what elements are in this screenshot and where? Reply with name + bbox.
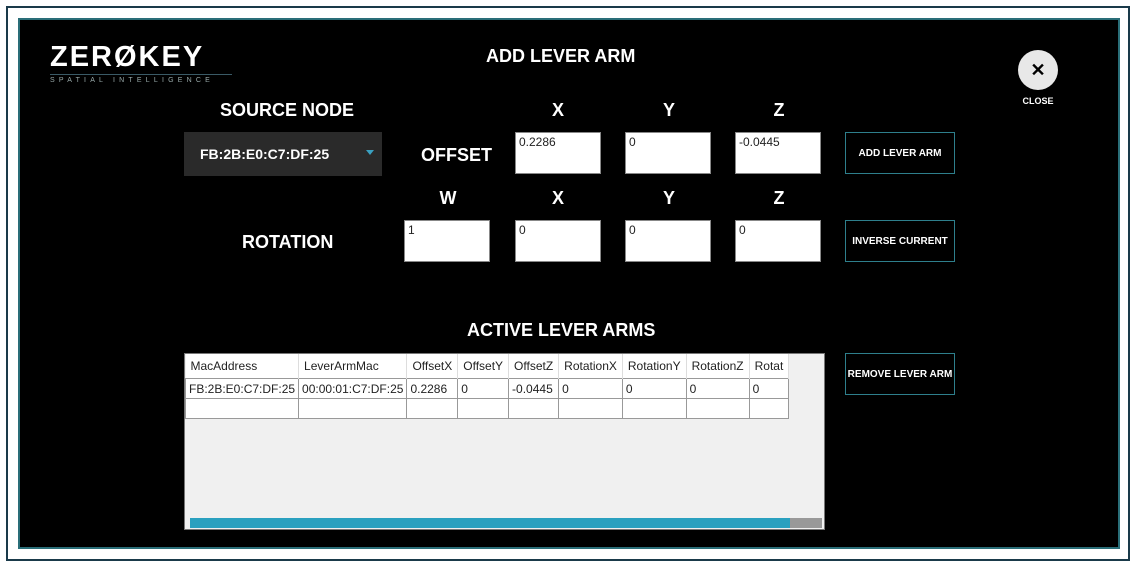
rotation-w-input[interactable]: 1	[404, 220, 490, 262]
table-cell[interactable]: 0	[622, 379, 686, 399]
offset-z-input[interactable]: -0.0445	[735, 132, 821, 174]
source-node-value: FB:2B:E0:C7:DF:25	[200, 146, 330, 162]
logo-divider	[50, 74, 232, 75]
column-header[interactable]: OffsetZ	[509, 354, 559, 379]
column-header[interactable]: RotationX	[559, 354, 623, 379]
offset-label: OFFSET	[421, 145, 492, 165]
column-header[interactable]: MacAddress	[186, 354, 299, 379]
add-lever-arm-button[interactable]: ADD LEVER ARM	[845, 132, 955, 174]
rotation-x-header: X	[551, 188, 564, 208]
dialog-title: ADD LEVER ARM	[486, 46, 636, 66]
offset-y-input[interactable]: 0	[625, 132, 711, 174]
table-cell[interactable]: 0	[749, 379, 789, 399]
table-cell[interactable]	[458, 399, 509, 419]
logo-tagline: SPATIAL INTELLIGENCE	[50, 77, 215, 84]
rotation-x-input[interactable]: 0	[515, 220, 601, 262]
column-header[interactable]: OffsetX	[407, 354, 458, 379]
logo-text: ZERØKEY	[50, 41, 205, 73]
table-cell[interactable]	[686, 399, 749, 419]
table-cell[interactable]: FB:2B:E0:C7:DF:25	[186, 379, 299, 399]
offset-x-input[interactable]: 0.2286	[515, 132, 601, 174]
table-row-new[interactable]	[186, 399, 789, 419]
source-node-label: SOURCE NODE	[220, 100, 355, 120]
table-cell[interactable]	[749, 399, 789, 419]
table-cell[interactable]	[622, 399, 686, 419]
column-header[interactable]: Rotat	[749, 354, 789, 379]
table-cell[interactable]	[299, 399, 407, 419]
offset-z-header: Z	[773, 100, 785, 120]
column-header[interactable]: OffsetY	[458, 354, 509, 379]
close-button[interactable]	[1018, 50, 1058, 90]
add-lever-arm-window	[18, 18, 1120, 549]
offset-x-header: X	[551, 100, 564, 120]
table-cell[interactable]: 0.2286	[407, 379, 458, 399]
table-cell[interactable]	[559, 399, 623, 419]
close-icon: ✕	[1030, 60, 1046, 80]
table-cell[interactable]	[186, 399, 299, 419]
inverse-current-button[interactable]: INVERSE CURRENT	[845, 220, 955, 262]
rotation-label: ROTATION	[242, 232, 334, 252]
table-cell[interactable]: -0.0445	[509, 379, 559, 399]
table-cell[interactable]	[509, 399, 559, 419]
rotation-y-input[interactable]: 0	[625, 220, 711, 262]
rotation-z-input[interactable]: 0	[735, 220, 821, 262]
column-header[interactable]: LeverArmMac	[299, 354, 407, 379]
active-lever-arms-title: ACTIVE LEVER ARMS	[467, 320, 656, 340]
source-node-select[interactable]	[184, 132, 382, 176]
close-label: CLOSE	[1022, 96, 1054, 106]
rotation-w-header: W	[439, 188, 457, 208]
table-cell[interactable]	[407, 399, 458, 419]
scrollbar-thumb[interactable]	[190, 518, 790, 528]
column-header[interactable]: RotationZ	[686, 354, 749, 379]
chevron-down-icon	[366, 150, 374, 155]
column-header[interactable]: RotationY	[622, 354, 686, 379]
rotation-y-header: Y	[662, 188, 675, 208]
lever-arms-table[interactable]	[184, 353, 825, 530]
table-row[interactable]	[186, 379, 789, 399]
table-cell[interactable]: 00:00:01:C7:DF:25	[299, 379, 407, 399]
table-cell[interactable]: 0	[458, 379, 509, 399]
table-cell[interactable]: 0	[686, 379, 749, 399]
table-header-row	[186, 354, 789, 379]
zerokey-logo	[50, 42, 232, 84]
horizontal-scrollbar[interactable]	[190, 518, 822, 528]
table-cell[interactable]: 0	[559, 379, 623, 399]
offset-y-header: Y	[662, 100, 675, 120]
rotation-z-header: Z	[773, 188, 785, 208]
remove-lever-arm-button[interactable]: REMOVE LEVER ARM	[845, 353, 955, 395]
